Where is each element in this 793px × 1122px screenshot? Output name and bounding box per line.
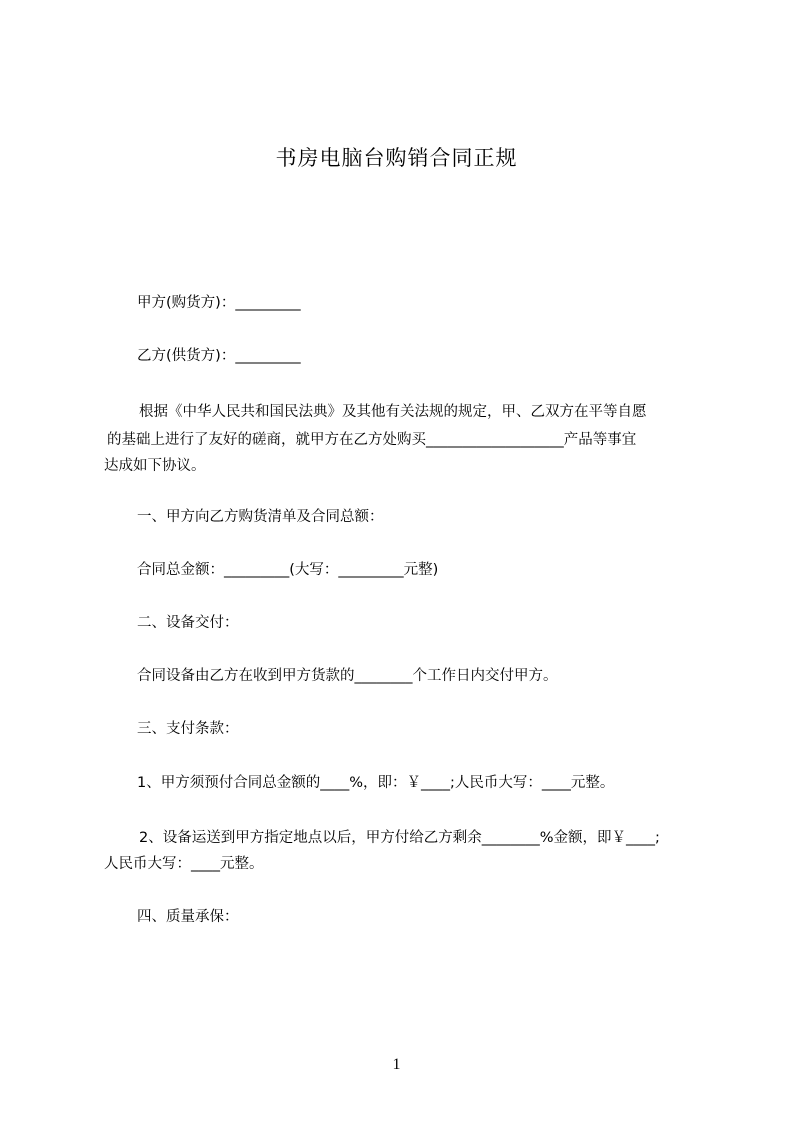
page-number: 1 [392,1056,401,1073]
section-1-total-amount: 合同总金额：_________(大写：_________元整) [137,562,439,578]
section-3-heading: 三、支付条款： [137,721,239,737]
section-1-heading: 一、甲方向乙方购货清单及合同总额： [137,509,384,525]
section-4-heading: 四、质量承保： [137,909,239,925]
preamble-line-1: 根据《中华人民共和国民法典》及其他有关法规的规定，甲、乙双方在平等自愿 [139,404,647,420]
section-3-item-2-line-1: 2、设备运送到甲方指定地点以后，甲方付给乙方剩余________%金额，即￥____; [139,830,660,846]
party-a-line: 甲方(购货方)：_________ [137,295,301,311]
section-3-item-2-line-2: 人民币大写：____元整。 [104,856,264,872]
document-title: 书房电脑台购销合同正规 [275,146,518,170]
preamble-line-2: 的基础上进行了友好的磋商，就甲方在乙方处购买___________________产品等事宜 [107,432,637,448]
party-b-line: 乙方(供货方)：_________ [137,348,301,364]
section-2-text: 合同设备由乙方在收到甲方货款的________个工作日内交付甲方。 [137,668,558,684]
section-3-item-1: 1、甲方须预付合同总金额的____%，即：￥____;人民币大写：____元整。 [137,775,615,791]
preamble-line-3: 达成如下协议。 [104,458,206,474]
section-2-heading: 二、设备交付： [137,615,239,631]
